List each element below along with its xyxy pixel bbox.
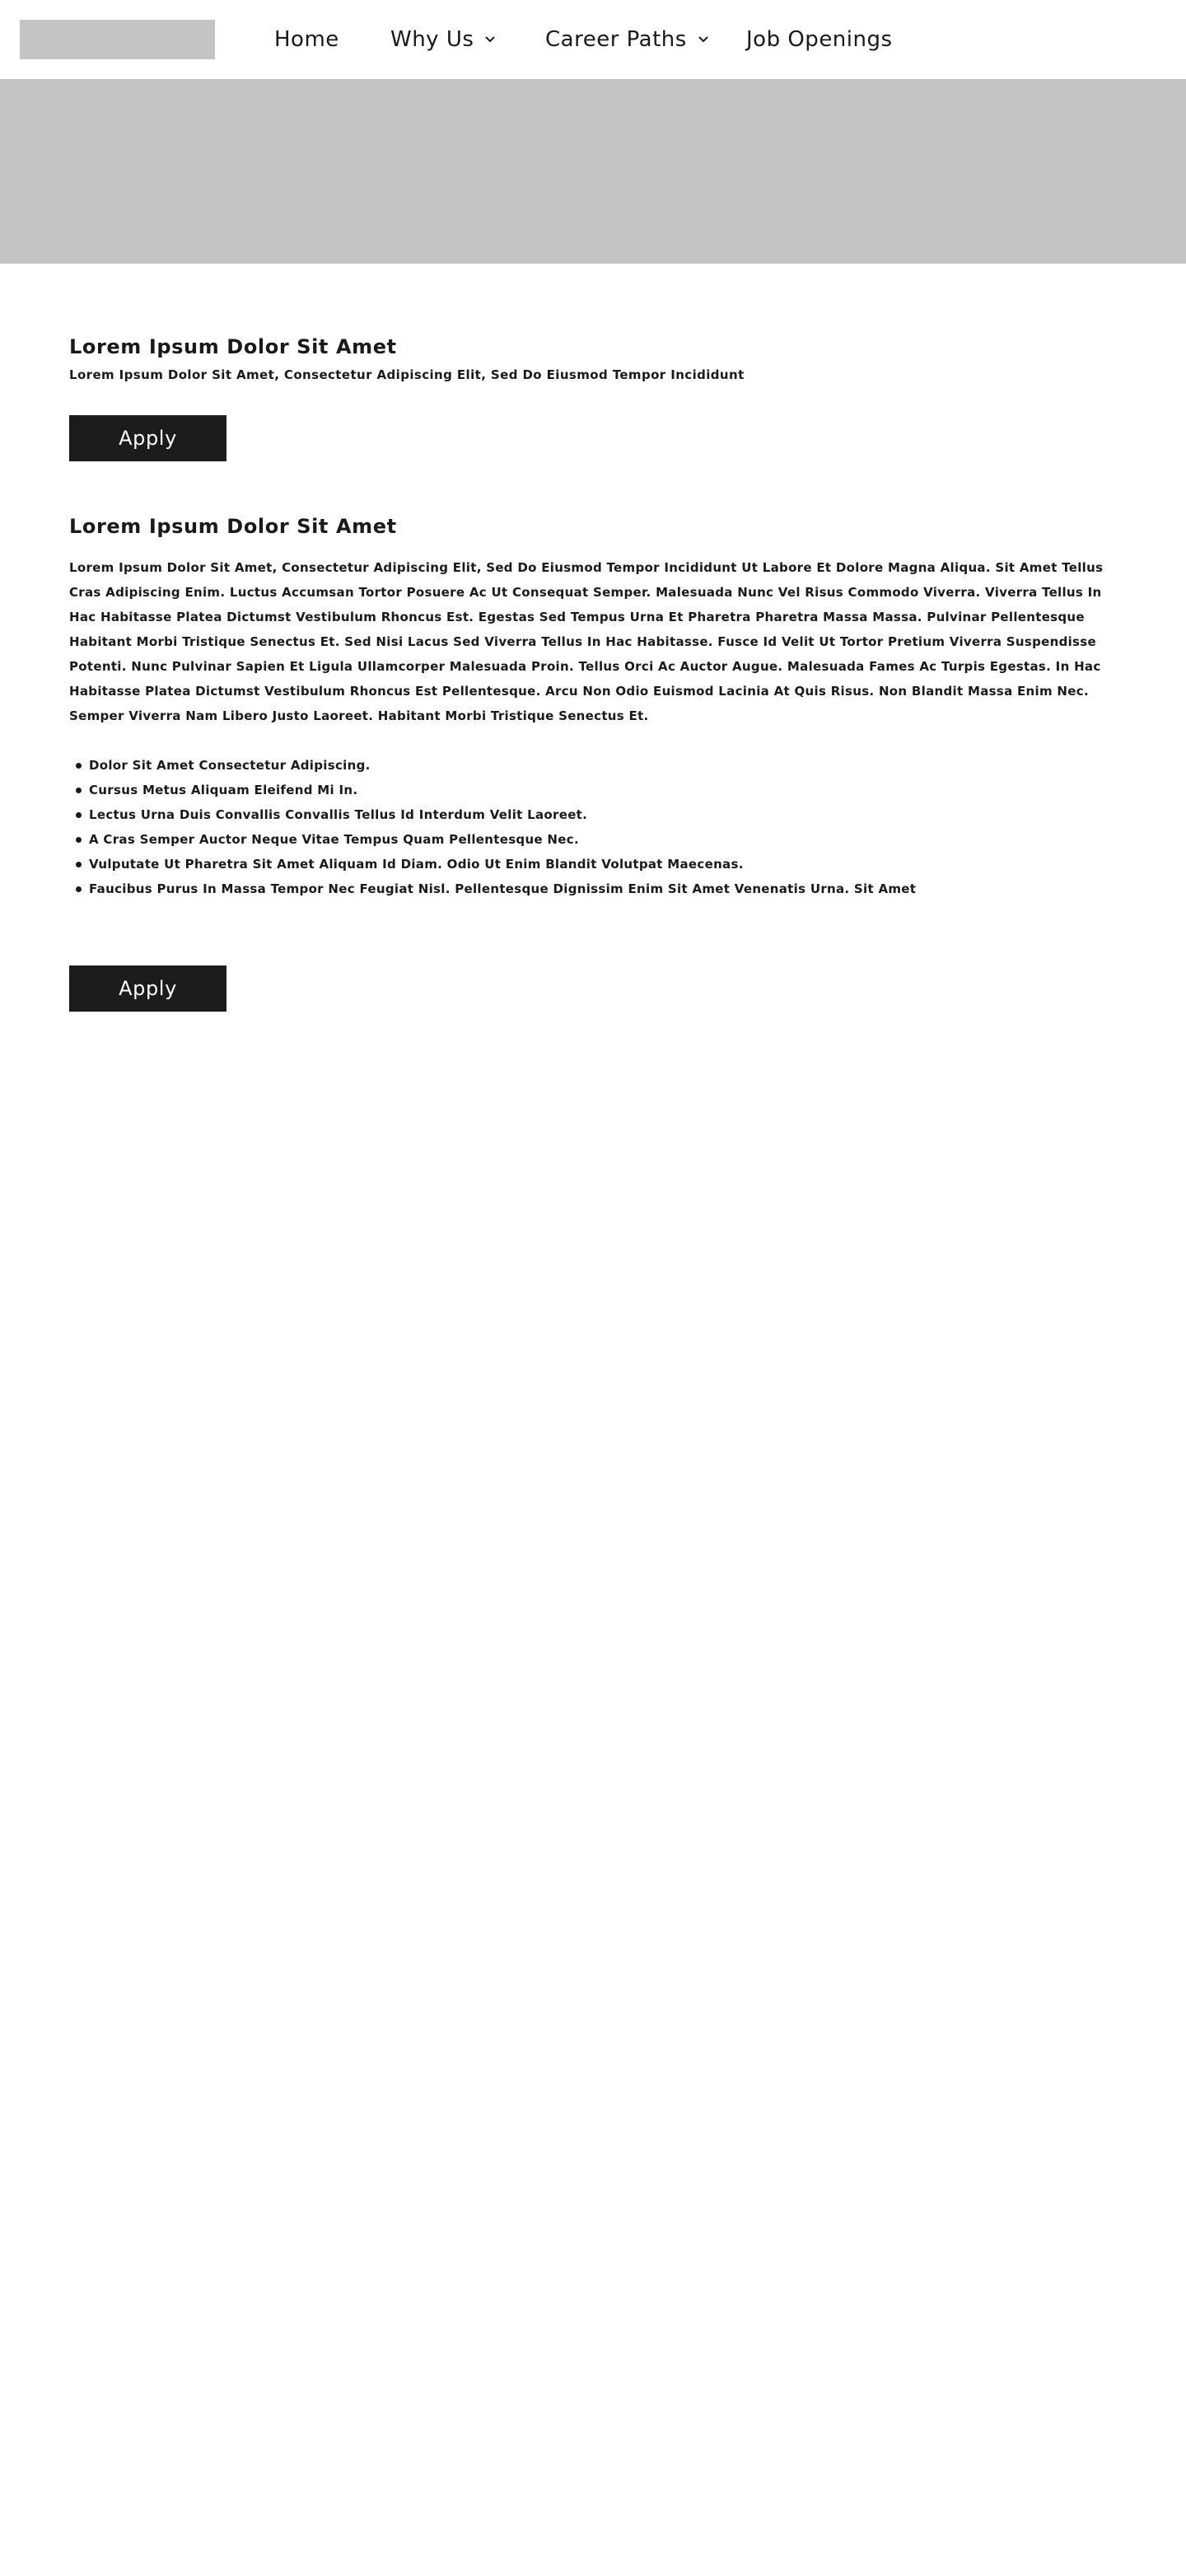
list-item-text: Vulputate Ut Pharetra Sit Amet Aliquam Id Diam. Odio Ut Enim Blandit Volutpat Maecenas. xyxy=(89,857,744,872)
apply-button[interactable]: Apply xyxy=(69,965,226,1012)
list-item xyxy=(69,877,1123,901)
bullet-icon xyxy=(76,812,82,818)
nav-job-openings-label: Job Openings xyxy=(746,27,893,52)
section-title: Lorem Ipsum Dolor Sit Amet xyxy=(69,335,397,358)
list-item-text: Cursus Metus Aliquam Eleifend Mi In. xyxy=(89,783,358,797)
description-paragraph: Lorem Ipsum Dolor Sit Amet, Consectetur Adipiscing Elit, Sed Do Eiusmod Tempor Incididunt Ut Labore Et Dolore Magna Aliqua. Sit Amet Tellus Cras Adipiscing Enim. Luctus Accumsan Tortor Posuere Ac Ut Consequat Semper. Malesuada Nunc Vel Risus Commodo Viverra. Viverra Tellus In Hac Habitasse Platea Dictumst Vestibulum Rhoncus Est. Egestas Sed Tempus Urna Et Pharetra Pharetra Massa Massa. Pulvinar Pellentesque Habitant Morbi Tristique Senectus Et. Sed Nisi Lacus Sed Viverra Tellus In Hac Habitasse. Fusce Id Velit Ut Tortor Pretium Viverra Suspendisse Potenti. Nunc Pulvinar Sapien Et Ligula Ullamcorper Malesuada Proin. Tellus Orci Ac Auctor Augue. Malesuada Fames Ac Turpis Egestas. In Hac Habitasse Platea Dictumst Vestibulum Rhoncus Est Pellentesque. Arcu Non Odio Euismod Lacinia At Quis Risus. Non Blandit Massa Enim Nec. Semper Viverra Nam Libero Justo Laoreet. Habitant Morbi Tristique Senectus Et. xyxy=(69,560,1104,723)
section-intro xyxy=(69,330,1123,461)
apply-button[interactable]: Apply xyxy=(69,415,226,461)
list-item xyxy=(69,802,1123,827)
list-item xyxy=(69,827,1123,852)
section-details xyxy=(69,509,1123,1012)
list-item-text: Lectus Urna Duis Convallis Convallis Tellus Id Interdum Velit Laoreet. xyxy=(89,807,588,822)
nav-job-openings[interactable] xyxy=(746,25,893,54)
nav-why-us[interactable] xyxy=(390,25,497,54)
bullet-icon xyxy=(76,862,82,867)
list-item xyxy=(69,753,1123,778)
logo-placeholder[interactable] xyxy=(20,20,215,59)
bullet-icon xyxy=(76,763,82,769)
nav-why-us-label: Why Us xyxy=(390,27,474,52)
list-item-text: A Cras Semper Auctor Neque Vitae Tempus Quam Pellentesque Nec. xyxy=(89,832,579,847)
nav-home-label: Home xyxy=(274,27,339,52)
section-title: Lorem Ipsum Dolor Sit Amet xyxy=(69,515,397,538)
bullet-icon xyxy=(76,886,82,892)
list-item-text: Dolor Sit Amet Consectetur Adipiscing. xyxy=(89,758,371,773)
section-subtitle: Lorem Ipsum Dolor Sit Amet, Consectetur Adipiscing Elit, Sed Do Eiusmod Tempor Incididunt xyxy=(69,367,745,382)
bullet-icon xyxy=(76,788,82,793)
nav-home[interactable] xyxy=(274,25,339,54)
list-item xyxy=(69,852,1123,877)
nav-career-paths-label: Career Paths xyxy=(545,27,687,52)
hero-banner-placeholder xyxy=(0,79,1186,264)
bullet-icon xyxy=(76,837,82,843)
main-content xyxy=(69,330,1123,1012)
list-item-text: Faucibus Purus In Massa Tempor Nec Feugiat Nisl. Pellentesque Dignissim Enim Sit Amet Venenatis Urna. Sit Amet xyxy=(89,881,917,896)
nav-career-paths[interactable] xyxy=(545,25,710,54)
list-item xyxy=(69,778,1123,802)
chevron-down-icon xyxy=(697,33,710,46)
site-header xyxy=(0,0,1186,79)
bullet-list xyxy=(69,753,1123,901)
chevron-down-icon xyxy=(483,33,497,46)
